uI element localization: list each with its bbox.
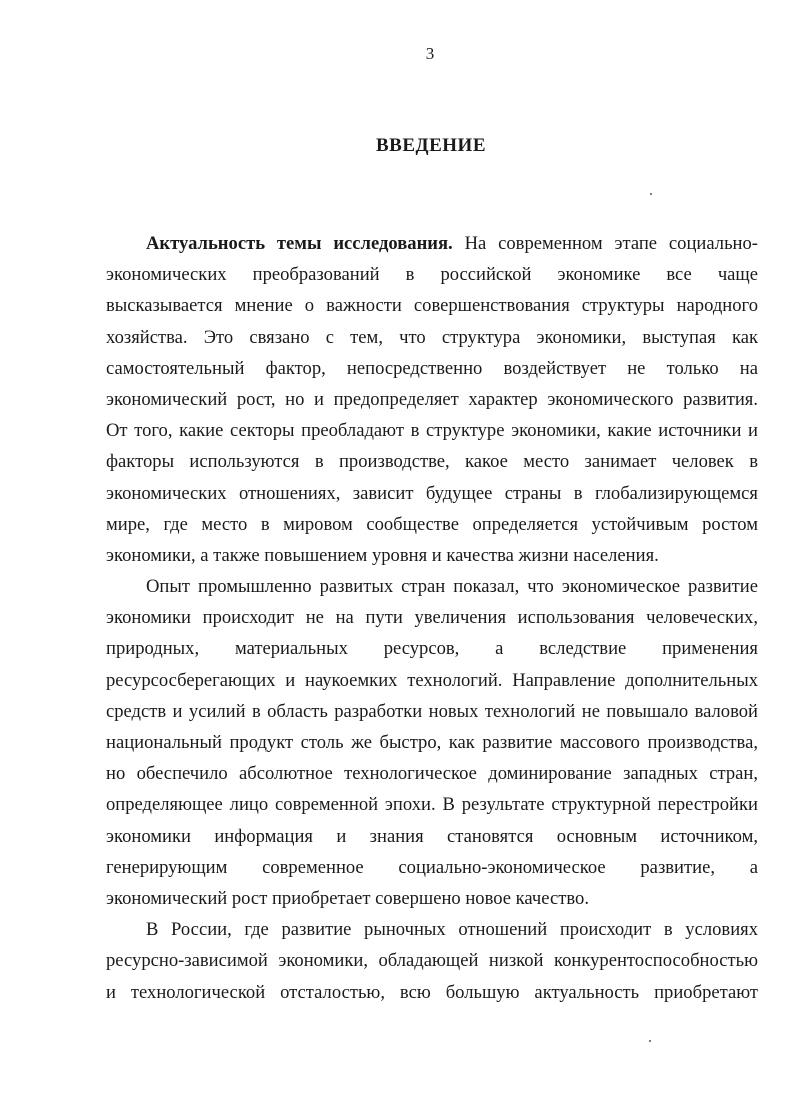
paragraph-2-line-4: ресурсосберегающих и наукоемких технологий. Направление дополнительных [106,669,758,691]
paragraph-2-line-7: но обеспечило абсолютное технологическое доминирование западных стран, [106,763,758,785]
paragraph-2-line-9: экономики информация и знания становятся основным источником, [106,825,758,847]
paragraph-1-line-1 [106,228,758,259]
paragraph-1-line-2: экономических преобразований в российской экономике все чаще [106,264,758,286]
paragraph-1-line-5: самостоятельный фактор, непосредственно воздействует не только на [106,357,758,379]
paragraph-2-line-1: Опыт промышленно развитых стран показал, что экономическое развитие [146,576,758,598]
paragraph-2-line-3: природных, материальных ресурсов, а вследствие применения [106,638,758,660]
paragraph-1-line-11: экономики, а также повышением уровня и качества жизни населения. [106,544,659,566]
paragraph-2-line-8: определяющее лицо современной эпохи. В результате структурной перестройки [106,794,758,816]
paragraph-2-line-5: средств и усилий в область разработки новых технологий не повышало валовой [106,700,758,722]
paragraph-2-line-10: генерирующим современное социально-экономическое развитие, а [106,856,758,878]
scan-speck [649,1040,651,1042]
paragraph-2-line-6: национальный продукт столь же быстро, как развитие массового производства, [106,732,758,753]
paragraph-1-line-9: экономических отношениях, зависит будущее страны в глобализирующемся [106,482,758,504]
paragraph-1-line-7: От того, какие секторы преобладают в структуре экономики, какие источники и [106,420,758,442]
line-text: На современном этапе социально- [452,233,758,254]
paragraph-1-line-4: хозяйства. Это связано с тем, что структура экономики, выступая как [106,326,758,348]
page-number: 3 [425,44,435,63]
paragraph-1-line-3: высказывается мнение о важности совершенствования структуры народного [106,295,758,317]
paragraph-2-line-2: экономики происходит не на пути увеличения использования человеческих, [106,607,758,629]
paragraph-1-line-8: факторы используются в производстве, какое место занимает человек в [106,451,758,473]
lead-phrase: Актуальность темы исследования. [146,233,453,254]
section-heading: ВВЕДЕНИЕ [376,135,486,156]
paragraph-2-line-11: экономический рост приобретает совершено новое качество. [106,887,589,909]
paragraph-1-line-6: экономический рост, но и предопределяет характер экономического развития. [106,388,758,410]
paragraph-3-line-1: В России, где развитие рыночных отношений происходит в условиях [146,919,758,941]
paragraph-3-line-2: ресурсно-зависимой экономики, обладающей низкой конкурентоспособностью [106,950,758,972]
paragraph-1-line-10: мире, где место в мировом сообществе определяется устойчивым ростом [106,513,758,535]
body-text [106,228,758,1008]
scan-speck [650,193,652,195]
paragraph-3-line-3: и технологической отсталостью, всю большую актуальность приобретают [106,981,758,1003]
